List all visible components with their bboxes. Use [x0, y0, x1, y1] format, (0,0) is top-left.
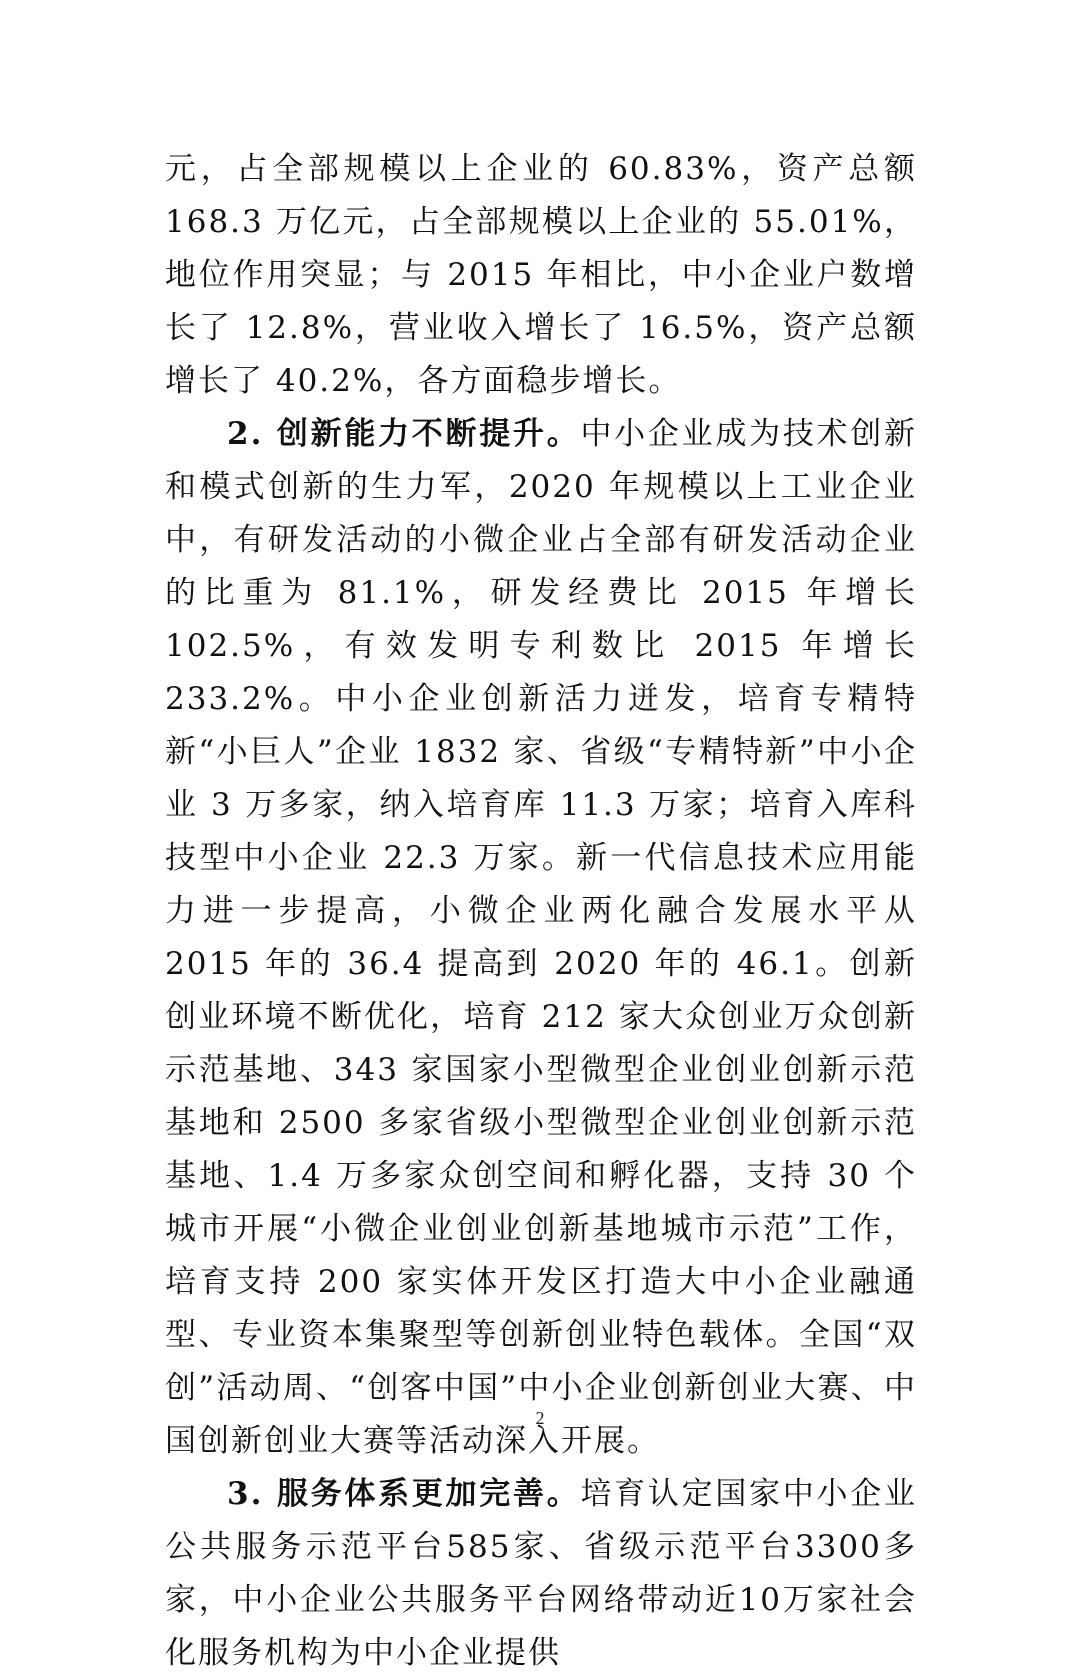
paragraph-innovation	[165, 408, 917, 1468]
section-heading-service: 3. 服务体系更加完善。	[227, 1476, 581, 1512]
body-text	[165, 143, 917, 1680]
paragraph-text: 培育认定国家中小企业公共服务示范平台585家、省级示范平台3300多家，中小企业公共服务平台网络带动近10万家社会化服务机构为中小企业提供	[165, 1476, 918, 1671]
paragraph-continuation	[165, 143, 917, 408]
paragraph-service	[165, 1468, 917, 1680]
paragraph-text: 中小企业成为技术创新和模式创新的生力军，2020 年规模以上工业企业中，有研发活动的小微企业占全部有研发活动企业的比重为 81.1%，研发经费比 2015 年增长 102.5%，有效发明专利数比 2015 年增长 233.2%。中小企业创新活力迸发，培育专精特新“小巨人”企业 1832 家、省级“专精特新”中小企业 3 万多家，纳入培育库 11.3 万家；培育入库科技型中小企业 22.3 万家。新一代信息技术应用能力进一步提高，小微企业两化融合发展水平从 2015 年的 36.4 提高到 2020 年的 46.1。创新创业环境不断优化，培育 212 家大众创业万众创新示范基地、343 家国家小型微型企业创业创新示范基地和 2500 多家省级小型微型企业创业创新示范基地、1.4 万多家众创空间和孵化器，支持 30 个城市开展“小微企业创业创新基地城市示范”工作，培育支持 200 家实体开发区打造大中小企业融通型、专业资本集聚型等创新创业特色载体。全国“双创”活动周、“创客中国”中小企业创新创业大赛、中国创新创业大赛等活动深入开展。	[165, 416, 918, 1459]
page-number: 2	[535, 1408, 545, 1428]
paragraph-text: 元，占全部规模以上企业的 60.83%，资产总额 168.3 万亿元，占全部规模以上企业的 55.01%，地位作用突显；与 2015 年相比，中小企业户数增长了 12.8%，营业收入增长了 16.5%，资产总额增长了 40.2%，各方面稳步增长。	[165, 151, 917, 399]
section-heading-innovation: 2. 创新能力不断提升。	[227, 416, 581, 452]
